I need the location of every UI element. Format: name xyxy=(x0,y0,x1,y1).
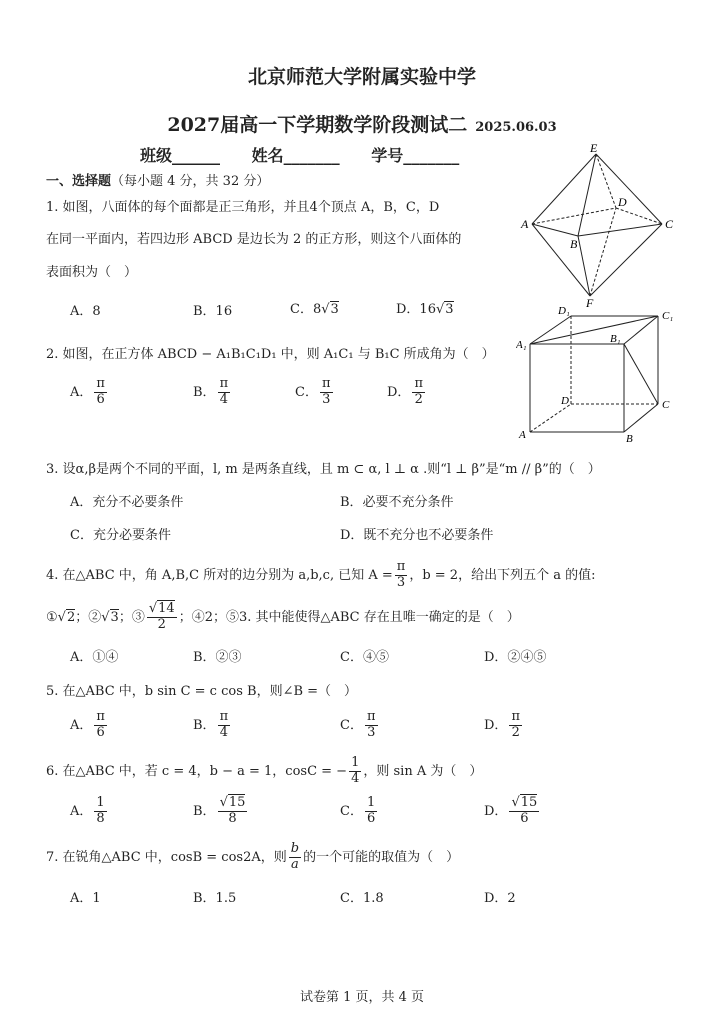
q1-line3: 表面积为（ ） xyxy=(46,265,138,280)
q4-rad-1: 2 xyxy=(66,609,76,625)
q2-option-d-letter: D． xyxy=(387,384,411,400)
frac-den: 6 xyxy=(96,724,105,740)
q5-option-b-frac xyxy=(218,710,231,741)
q4-option-d[interactable]: D．②④⑤ xyxy=(484,650,547,665)
q2-option-a-letter: A． xyxy=(70,384,93,400)
frac-num: π xyxy=(219,709,229,724)
q2-option-b[interactable] xyxy=(193,377,232,408)
q6-frac xyxy=(349,756,361,787)
q6-option-b-rad: 15 xyxy=(228,795,246,810)
q3-option-d[interactable]: D．既不充分也不必要条件 xyxy=(340,528,494,543)
q5-text: 5. 在△ABC 中，b sin C = c cos B，则∠B =（ ） xyxy=(46,684,358,699)
q7-text xyxy=(46,842,459,873)
section-title-text: 一、选择题 xyxy=(46,174,112,189)
label-e: E xyxy=(590,141,598,155)
q5-option-b[interactable] xyxy=(193,710,232,741)
q6-option-d-frac xyxy=(509,796,539,827)
frac-den: 3 xyxy=(367,724,376,740)
label-c: C xyxy=(665,217,674,231)
page-footer: 试卷第 1 页，共 4 页 xyxy=(299,990,425,1005)
frac-den: 2 xyxy=(157,616,166,632)
frac-num xyxy=(218,796,248,812)
q4-frac-3 xyxy=(147,602,177,633)
section-title xyxy=(46,170,269,189)
cube-figure xyxy=(516,304,684,446)
frac-den: 3 xyxy=(396,574,406,590)
q4-text xyxy=(46,560,595,591)
q5-option-d-frac xyxy=(509,710,522,741)
frac-den: 8 xyxy=(228,810,237,826)
q5-option-d-letter: D． xyxy=(484,717,508,733)
q4-option-a[interactable]: A．①④ xyxy=(70,650,119,665)
radical-icon: √ xyxy=(219,795,228,810)
frac-num xyxy=(147,602,177,618)
radical-icon: √ xyxy=(57,609,66,625)
q1-option-b[interactable]: B．16 xyxy=(193,304,233,319)
radical-icon: √ xyxy=(101,609,110,625)
q6-option-b-letter: B． xyxy=(193,803,216,819)
q1-line2: 在同一平面内，若四边形 ABCD 是边长为 2 的正方形，则这个八面体的 xyxy=(46,232,462,247)
frac-num: π xyxy=(321,376,331,391)
q4-sep-1: ；② xyxy=(75,609,102,625)
q6-text-post: ，则 sin A 为（ ） xyxy=(363,763,483,779)
q5-option-d[interactable] xyxy=(484,710,524,741)
q1-line1: 1. 如图，八面体的每个面都是正三角形，并且4个顶点 A，B，C，D xyxy=(46,200,440,215)
q4-sep-3: ；④2；⑤3. 其中能使得△ABC 存在且唯一确定的是（ ） xyxy=(178,609,520,625)
frac-num: 1 xyxy=(351,755,360,770)
frac-num: 1 xyxy=(366,795,376,810)
q4-rad-2: 3 xyxy=(110,609,119,625)
q2-option-c-frac xyxy=(320,377,333,408)
q6-option-a-frac xyxy=(94,796,106,827)
q2-option-d-frac xyxy=(412,377,425,408)
q5-option-c[interactable] xyxy=(340,710,380,741)
class-field[interactable]: 班级______ xyxy=(140,146,221,165)
name-field[interactable]: 姓名_______ xyxy=(251,146,340,165)
q4-rad-3: 14 xyxy=(158,601,175,616)
frac-den: 6 xyxy=(96,391,105,407)
q7-text-post: 的一个可能的取值为（ ） xyxy=(303,849,460,865)
q6-option-d[interactable] xyxy=(484,796,541,827)
q4-option-b[interactable]: B．②③ xyxy=(193,650,242,665)
q6-option-a-letter: A． xyxy=(70,803,93,819)
section-note: （每小题 4 分，共 32 分） xyxy=(111,174,270,189)
q6-option-c-letter: C． xyxy=(340,803,363,819)
frac-num: π xyxy=(511,709,520,724)
q4-sep-2: ；③ xyxy=(118,609,145,625)
frac-den: 2 xyxy=(414,391,423,407)
q1-option-a[interactable]: A．8 xyxy=(70,304,101,319)
q3-option-b[interactable]: B．必要不充分条件 xyxy=(340,495,454,510)
exam-title-text: 2027届高一下学期数学阶段测试二 xyxy=(167,114,468,136)
exam-title xyxy=(0,110,724,137)
q7-option-c[interactable]: C．1.8 xyxy=(340,891,384,906)
q3-option-a[interactable]: A．充分不必要条件 xyxy=(70,495,184,510)
q5-option-a-letter: A． xyxy=(70,717,93,733)
radical-icon: √ xyxy=(321,302,330,317)
frac-num: π xyxy=(219,376,229,391)
label-c: C xyxy=(662,399,670,411)
q6-option-b[interactable] xyxy=(193,796,249,827)
frac-num: b xyxy=(290,841,300,856)
q3-text: 3. 设α,β是两个不同的平面，l, m 是两条直线，且 m ⊂ α, l ⊥ α .则“l ⊥ β”是“m // β”的（ ） xyxy=(46,462,601,477)
frac-num: 1 xyxy=(96,795,105,810)
q6-text xyxy=(46,756,482,787)
radical-icon: √ xyxy=(511,795,520,810)
frac-den: 4 xyxy=(351,770,360,786)
q2-option-c-letter: C． xyxy=(295,384,318,400)
label-b: B xyxy=(570,237,578,251)
frac-num: π xyxy=(96,709,105,724)
student-info-line xyxy=(140,143,485,166)
label-b: B xyxy=(626,433,633,445)
frac-den: 2 xyxy=(511,724,520,740)
q5-option-b-letter: B． xyxy=(193,717,216,733)
q4-text-post: ，b = 2，给出下列五个 a 的值: xyxy=(409,567,596,583)
q7-option-d[interactable]: D．2 xyxy=(484,891,516,906)
frac-den: 3 xyxy=(322,391,331,407)
q2-text: 2. 如图，在正方体 ABCD − A₁B₁C₁D₁ 中，则 A₁C₁ 与 B₁C 所成角为（ ） xyxy=(46,347,495,362)
q2-option-b-letter: B． xyxy=(193,384,216,400)
q6-option-c-frac xyxy=(365,796,377,827)
octahedron-figure xyxy=(518,140,688,308)
q6-option-d-rad: 15 xyxy=(520,795,538,810)
label-d: D xyxy=(561,395,569,407)
q1-option-c-coef: C．8 xyxy=(290,302,322,317)
q7-text-pre: 7. 在锐角△ABC 中，cosB = cos2A，则 xyxy=(46,849,287,865)
label-a: A xyxy=(521,217,529,231)
q7-frac xyxy=(289,842,301,873)
q4-frac xyxy=(395,560,408,591)
q4-text-pre: 4. 在△ABC 中，角 A,B,C 所对的边分别为 a,b,c, 已知 A = xyxy=(46,567,393,583)
radical-icon: √ xyxy=(435,302,445,317)
q2-option-a-frac xyxy=(94,377,107,408)
label-a1: A₁ xyxy=(516,339,527,351)
q1-option-c-rad: 3 xyxy=(330,302,339,317)
exam-date: 2025.06.03 xyxy=(475,120,557,135)
frac-num: π xyxy=(414,376,423,391)
frac-den: a xyxy=(291,856,299,872)
q6-option-d-letter: D． xyxy=(484,803,508,819)
q5-option-a-frac xyxy=(94,710,107,741)
q4-items xyxy=(46,602,520,633)
q6-option-b-frac xyxy=(218,796,248,827)
q5-option-a[interactable] xyxy=(70,710,109,741)
q4-item-1-marker: ① xyxy=(46,609,58,625)
frac-den: 6 xyxy=(366,810,376,826)
q2-option-d[interactable] xyxy=(387,377,427,408)
label-d: D xyxy=(618,195,627,209)
label-d1: D₁ xyxy=(558,305,570,317)
frac-num: π xyxy=(366,709,376,724)
frac-den: 8 xyxy=(96,810,105,826)
label-c1: C₁ xyxy=(662,310,674,322)
q6-text-pre: 6. 在△ABC 中，若 c = 4，b − a = 1，cosC = − xyxy=(46,763,348,779)
frac-num: π xyxy=(396,559,406,574)
q2-option-a[interactable] xyxy=(70,377,109,408)
q5-option-c-frac xyxy=(365,710,378,741)
q6-option-a[interactable] xyxy=(70,796,109,827)
label-b1: B₁ xyxy=(610,333,621,345)
label-f: F xyxy=(586,296,594,308)
q7-option-a[interactable]: A．1 xyxy=(70,891,101,906)
label-a: A xyxy=(519,429,526,441)
q2-option-c[interactable] xyxy=(295,377,335,408)
frac-num: π xyxy=(96,376,105,391)
q6-option-c[interactable] xyxy=(340,796,379,827)
q3-option-c[interactable]: C．充分必要条件 xyxy=(70,528,171,543)
q1-option-d-rad: 3 xyxy=(445,302,454,317)
id-field[interactable]: 学号_______ xyxy=(371,146,460,165)
q2-option-b-frac xyxy=(218,377,231,408)
q1-option-d-coef: D．16 xyxy=(396,302,436,317)
q5-option-c-letter: C． xyxy=(340,717,363,733)
frac-den: 4 xyxy=(219,391,228,407)
frac-den: 4 xyxy=(219,724,228,740)
q1-option-d[interactable] xyxy=(396,298,454,317)
frac-den: 6 xyxy=(520,810,529,826)
school-name: 北京师范大学附属实验中学 xyxy=(247,66,476,88)
q4-option-c[interactable]: C．④⑤ xyxy=(340,650,389,665)
frac-num xyxy=(509,796,539,812)
q7-option-b[interactable]: B．1.5 xyxy=(193,891,237,906)
q1-option-c[interactable] xyxy=(290,298,339,317)
radical-icon: √ xyxy=(148,601,158,616)
